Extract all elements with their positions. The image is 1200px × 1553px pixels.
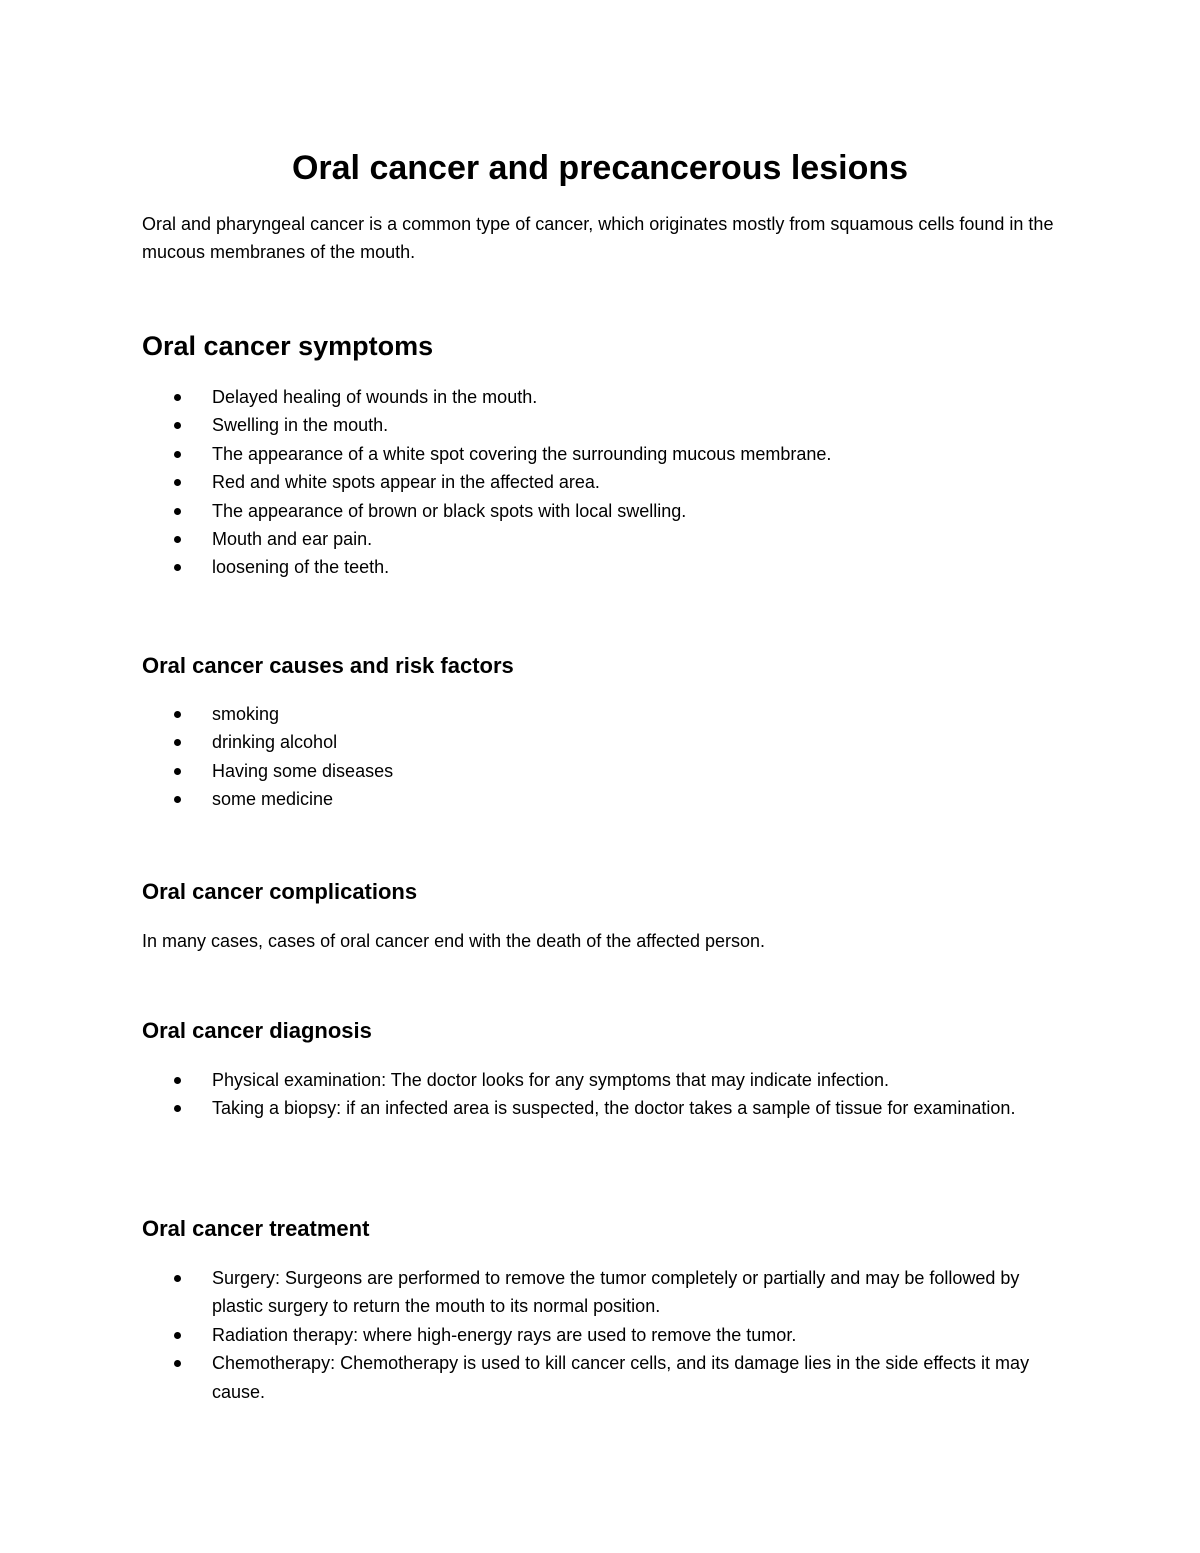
list-item xyxy=(142,700,1062,728)
intro-paragraph: Oral and pharyngeal cancer is a common type of cancer, which originates mostly from squamous cells found in the mucous membranes of the mouth. xyxy=(142,214,1054,262)
treatment-heading: Oral cancer treatment xyxy=(142,1216,370,1241)
bullet-icon xyxy=(174,508,181,515)
list-item-text: smoking xyxy=(212,704,280,724)
list-item xyxy=(142,1066,1062,1094)
bullet-icon xyxy=(174,536,181,543)
list-item xyxy=(142,1349,1062,1406)
list-item xyxy=(142,785,1062,813)
bullet-icon xyxy=(174,768,181,775)
list-item xyxy=(142,757,1062,785)
bullet-icon xyxy=(174,1360,181,1367)
bullet-icon xyxy=(174,796,181,803)
list-item-text: Chemotherapy: Chemotherapy is used to kill cancer cells, and its damage lies in the side effects it may cause. xyxy=(212,1353,1030,1402)
list-item xyxy=(142,468,1062,496)
list-item-text: Mouth and ear pain. xyxy=(212,529,373,550)
list-item xyxy=(142,411,1062,439)
list-item-text: Having some diseases xyxy=(212,760,394,781)
list-item-text: The appearance of a white spot covering the surrounding mucous membrane. xyxy=(212,443,832,464)
bullet-icon xyxy=(174,422,181,429)
list-item-text: The appearance of brown or black spots with local swelling. xyxy=(212,500,687,521)
bullet-icon xyxy=(174,451,181,458)
bullet-icon xyxy=(174,1077,181,1084)
list-item xyxy=(142,1321,1062,1349)
list-item xyxy=(142,497,1062,525)
diagnosis-heading: Oral cancer diagnosis xyxy=(142,1018,372,1043)
bullet-icon xyxy=(174,1105,181,1112)
list-item-text: drinking alcohol xyxy=(212,732,338,753)
bullet-icon xyxy=(174,739,181,746)
list-item-text: loosening of the teeth. xyxy=(212,557,390,578)
document-title: Oral cancer and precancerous lesions xyxy=(291,149,909,187)
complications-paragraph: In many cases, cases of oral cancer end with the death of the affected person. xyxy=(142,931,766,951)
list-item xyxy=(142,525,1062,553)
list-item-text: Red and white spots appear in the affected area. xyxy=(212,472,600,493)
list-item xyxy=(142,553,1062,581)
causes-list xyxy=(142,700,1062,814)
bullet-icon xyxy=(174,1332,181,1339)
list-item-text: Swelling in the mouth. xyxy=(212,415,389,436)
list-item xyxy=(142,728,1062,756)
list-item xyxy=(142,1094,1062,1122)
symptoms-list xyxy=(142,383,1062,582)
list-item-text: Radiation therapy: where high-energy rays are used to remove the tumor. xyxy=(212,1324,797,1345)
bullet-icon xyxy=(174,479,181,486)
list-item xyxy=(142,383,1062,411)
diagnosis-list xyxy=(142,1066,1062,1123)
complications-heading: Oral cancer complications xyxy=(142,879,418,904)
list-item xyxy=(142,440,1062,468)
treatment-list xyxy=(142,1264,1062,1406)
bullet-icon xyxy=(174,1275,181,1282)
causes-heading: Oral cancer causes and risk factors xyxy=(142,653,514,678)
list-item-text: some medicine xyxy=(212,789,334,810)
list-item-text: Delayed healing of wounds in the mouth. xyxy=(212,387,538,407)
bullet-icon xyxy=(174,394,181,401)
list-item-text: Taking a biopsy: if an infected area is suspected, the doctor takes a sample of tissue for examination. xyxy=(212,1098,1016,1119)
bullet-icon xyxy=(174,564,181,571)
symptoms-heading: Oral cancer symptoms xyxy=(142,331,434,361)
list-item-text: Physical examination: The doctor looks for any symptoms that may indicate infection. xyxy=(212,1070,889,1090)
bullet-icon xyxy=(174,711,181,718)
list-item-text: Surgery: Surgeons are performed to remove the tumor completely or partially and may be followed by plastic surgery to return the mouth to its normal position. xyxy=(212,1268,1020,1317)
list-item xyxy=(142,1264,1062,1321)
